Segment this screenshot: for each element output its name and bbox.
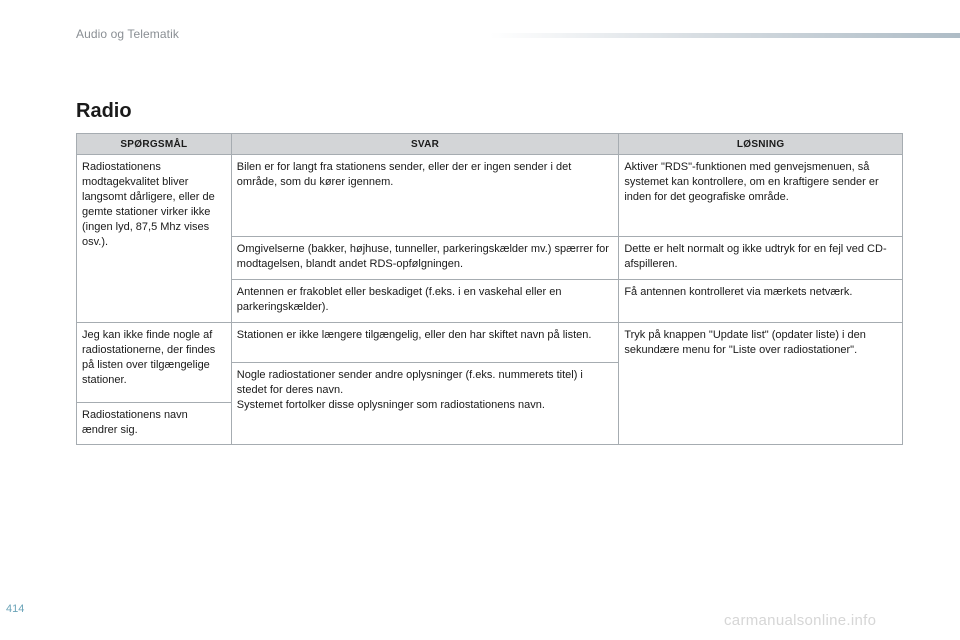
header-decorative-bar <box>490 33 960 38</box>
section-title: Radio <box>76 100 132 122</box>
question-cell: Radiostationens modtagekvalitet bliver langsomt dårligere, eller de gemte stationer virker ikke (ingen lyd, 87,5 Mhz vises osv.). <box>77 155 232 323</box>
page-number: 414 <box>6 603 25 615</box>
answer-cell: Antennen er frakoblet eller beskadiget (f.eks. i en vaskehal eller en parkeringskælder). <box>231 280 619 323</box>
answer-cell: Bilen er for langt fra stationens sender, eller der er ingen sender i det område, som du kører igennem. <box>231 155 619 237</box>
solution-cell: Tryk på knappen "Update list" (opdater liste) i den sekundære menu for "Liste over radiostationer". <box>619 323 903 445</box>
question-cell: Jeg kan ikke finde nogle af radiostationerne, der findes på listen over tilgængelige stationer. <box>77 323 232 403</box>
column-header-question: SPØRGSMÅL <box>77 134 232 155</box>
watermark: carmanualsonline.info <box>724 612 877 629</box>
solution-cell: Dette er helt normalt og ikke udtryk for en fejl ved CD-afspilleren. <box>619 237 903 280</box>
answer-cell: Stationen er ikke længere tilgængelig, eller den har skiftet navn på listen. <box>231 323 619 363</box>
answer-cell: Omgivelserne (bakker, højhuse, tunneller, parkeringskælder mv.) spærrer for modtagelsen, blandt andet RDS-opfølgningen. <box>231 237 619 280</box>
column-header-solution: LØSNING <box>619 134 903 155</box>
table-row <box>77 155 903 237</box>
solution-cell: Aktiver "RDS"-funktionen med genvejsmenuen, så systemet kan kontrollere, om en kraftigere sender er inden for det geografiske område. <box>619 155 903 237</box>
troubleshooting-table <box>76 133 903 445</box>
table-row <box>77 323 903 363</box>
column-header-answer: SVAR <box>231 134 619 155</box>
question-cell: Radiostationens navn ændrer sig. <box>77 403 232 445</box>
header-title: Audio og Telematik <box>76 27 179 41</box>
solution-cell: Få antennen kontrolleret via mærkets netværk. <box>619 280 903 323</box>
answer-cell: Nogle radiostationer sender andre oplysninger (f.eks. nummerets titel) i stedet for deres navn. Systemet fortolker disse oplysninger som radiostationens navn. <box>231 363 619 445</box>
table-header-row <box>77 134 903 155</box>
